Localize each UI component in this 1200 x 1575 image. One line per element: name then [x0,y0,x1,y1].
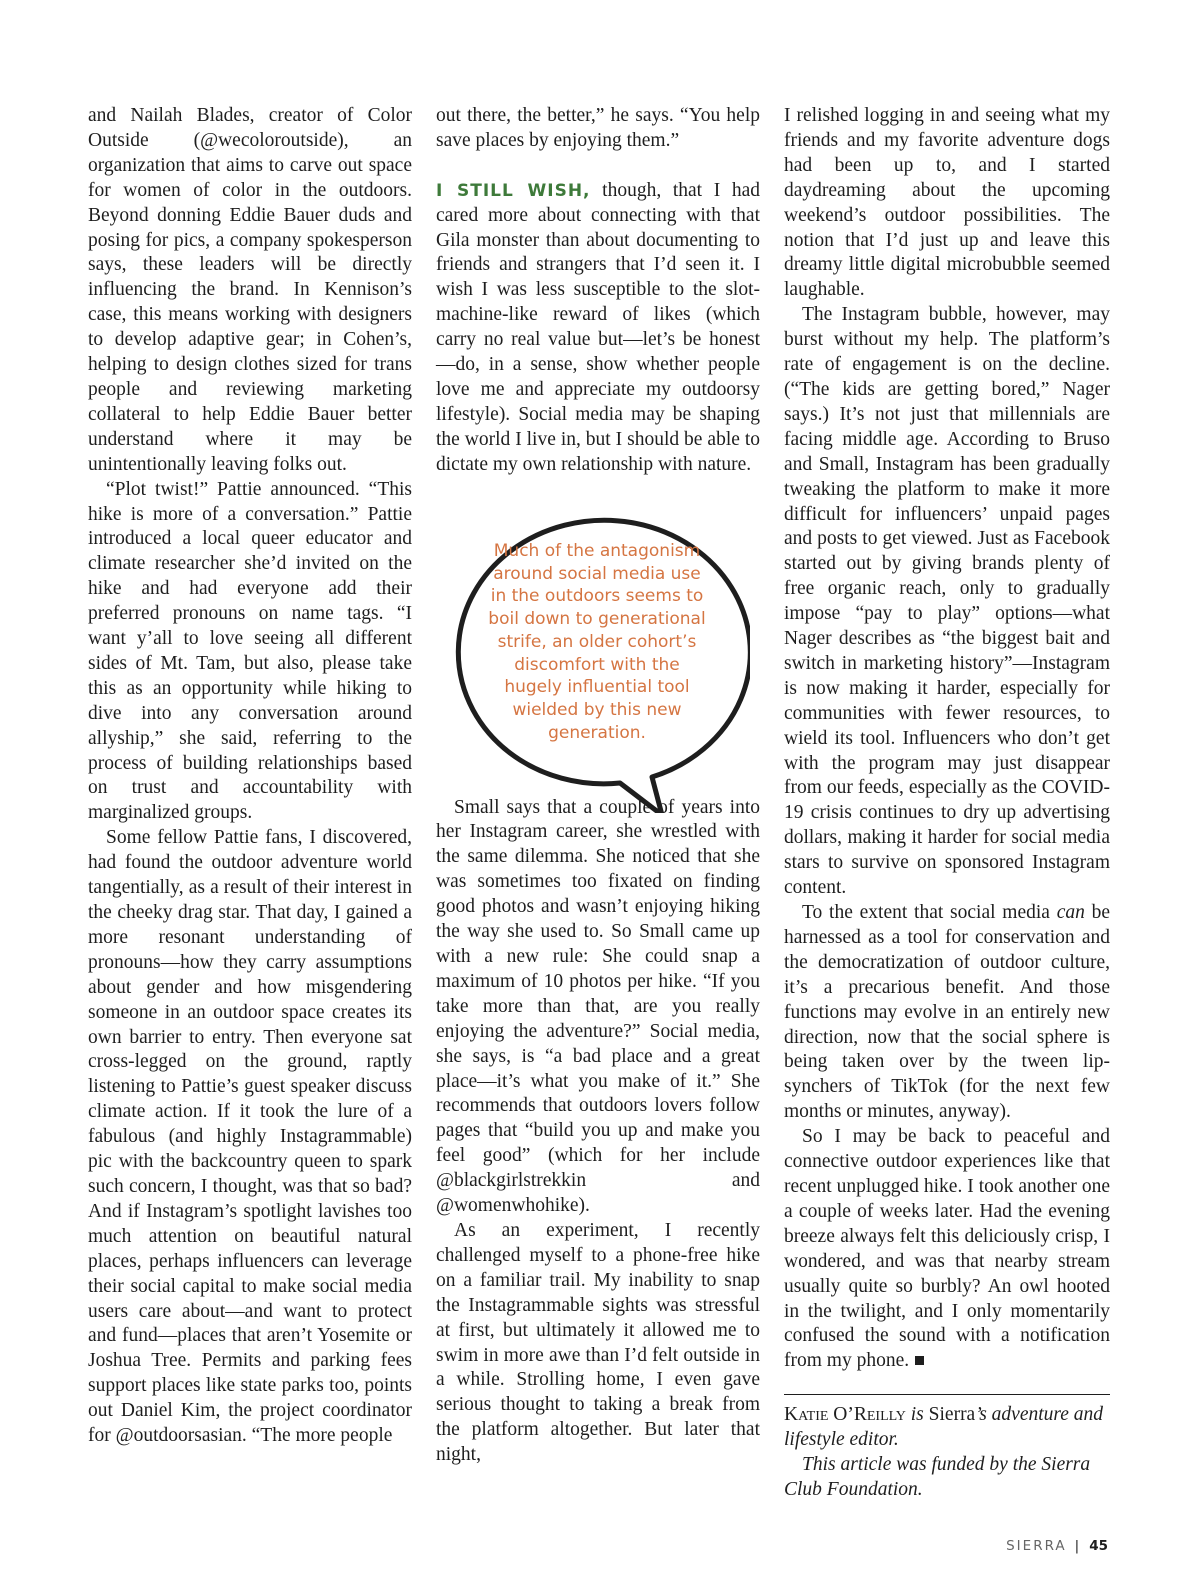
emphasis: can [1056,902,1085,923]
end-mark-icon [915,1356,924,1365]
body-paragraph: I relished logging in and seeing what my friends and my favorite adventure dogs had been up to, and I started daydreaming about the upcoming weekend’s outdoor possibilities. The notion that I’d just up and leave this dreamy little digital microbubble seemed laughable. [784,105,1110,301]
pull-quote-text: Much of the antagonism around social media use in the outdoors seems to boil down to generational strife, an older cohort’s discomfort with the hugely influential tool wielded by this new generation. [488,541,706,743]
body-paragraph: Some fellow Pattie fans, I discovered, had found the outdoor adventure world tangentially, as a result of their interest in the cheeky drag star. That day, I gained a more resonant understanding of pronouns—how they carry assumptions about gender and how misgendering someone in an outdoor space creates its own barrier to entry. Then everyone sat cross-legged on the ground, raptly listening to Pattie’s guest speaker discuss climate action. If it took the lure of a fabulous (and highly Instagrammable) pic with the backcountry queen to spark such concern, I thought, was that so bad? And if Instagram’s spotlight lavishes too much attention on beautiful natural places, perhaps influencers can leverage their social capital to make social media users care about—and want to protect and fund—places that aren’t Yosemite or Joshua Tree. Permits and parking fees support places like state parks too, points out Daniel Kim, the project coordinator for @outdoorsasian. “The more people [88,827,412,1447]
section-lead-in: I STILL WISH, [436,180,591,201]
body-paragraph: Small says that a couple of years into her Instagram career, she wrestled with the same dilemma. She noticed that she was sometimes too fixated on finding good photos and wasn’t enjoying hiking the way she used to. So Small came up with a new rule: She could snap a maximum of 10 photos per hike. “If you take more than that, are you really enjoying the adventure?” Social media, she says, is “a bad place and a great place—it’s what you make of it.” She recommends that outdoors lovers follow pages that “build you up and make you feel good” (which for her include @blackgirlstrekkin and @womenwhohike). [436,796,760,1217]
body-paragraph: So I may be back to peaceful and connective outdoor experiences like that recent unplugged hike. I took another one a couple of weeks later. Had the evening breeze always felt this deliciously crisp, I wondered, and was that nearby stream usually quite so burbly? An owl hooted in the twilight, and I only momentarily confused the sound with a notification from my phone. [784,1126,1110,1372]
funding-note: This article was funded by the Sierra Club Foundation. [784,1454,1091,1500]
magazine-name: SIERRA [1006,1538,1067,1554]
author-bio: Katie O’Reilly is Sierra’s adventure and lifestyle editor. [784,1404,1104,1451]
divider [784,1394,1110,1395]
body-paragraph: The Instagram bubble, however, may burst without my help. The platform’s rate of engagement is on the decline. (“The kids are getting bored,” Nager says.) It’s not just that millennials are facing middle age. According to Bruso and Small, Instagram has been gradually tweaking the platform to make it more difficult for influencers’ unpaid pages and posts to get viewed. Just as Facebook started out by giving brands plenty of free organic reach, only to gradually impose “pay to play” options—what Nager describes as “the biggest bait and switch in marketing history”—Instagram is now making it harder, especially for communities with fewer resources, to wield its tool. Influencers who don’t get with the program may just disappear from our feeds, especially as the COVID-19 crisis continues to dry up advertising dollars, making it harder for social media stars to survive on sponsored Instagram content. [784,304,1110,899]
author-name: Katie O’Reilly [784,1404,906,1426]
article-column-3 [784,104,1110,1503]
page-footer [1006,1538,1108,1554]
body-paragraph: “Plot twist!” Pattie announced. “This hike is more of a conversation.” Pattie introduced a local queer educator and climate researcher she’d invited on the hike and had everyone add their preferred pronouns on name tags. “I want y’all to love seeing all different sides of Mt. Tam, but also, please take this as an opportunity while hiking to dive into any conversation around allyship,” she said, referring to the process of building relationships based on trust and accountability with marginalized groups. [88,478,412,824]
footer-separator: | [1074,1538,1082,1554]
publication-name: Sierra [928,1404,976,1426]
section-paragraph [436,179,760,478]
body-paragraph: As an experiment, I recently challenged myself to a phone-free hike on a familiar trail. My inability to snap the Instagrammable sights was stressful at first, but ultimately it allowed me to swim in more awe than I’d felt outside in a while. Strolling home, I even gave serious thought to taking a break from the platform altogether. But later that night, [436,1219,760,1466]
section-paragraph-text: though, that I had cared more about connecting with that Gila monster than about documenting to friends and strangers that I’d seen it. I wish I was less susceptible to the slot-machine-like reward of likes (which carry no real value but—let’s be honest—do, in a sense, show whether people love me and appreciate my outdoorsy lifestyle). Social media may be shaping the world I live in, but I should be able to dictate my own relationship with nature. [436,179,761,475]
article-column-1 [88,104,412,1449]
page-number: 45 [1089,1538,1108,1554]
body-paragraph: out there, the better,” he says. “You help save places by enjoying them.” [436,105,760,151]
body-paragraph: To the extent that social media can be harnessed as a tool for conservation and the democratization of outdoor culture, it’s a precarious benefit. And those functions may evolve in an entirely new direction, now that the social sphere is being taken over by the tween lip-synchers of TikTok (for the next few months or minutes, anyway). [784,902,1111,1123]
body-paragraph: and Nailah Blades, creator of Color Outside (@wecoloroutside), an organization that aims to carve out space for women of color in the outdoors. Beyond donning Eddie Bauer duds and posing for pics, a company spokesperson says, these leaders will be directly influencing the brand. In Kennison’s case, this means working with designers to develop adaptive gear; in Cohen’s, helping to design clothes sized for trans people and reviewing marketing collateral to help Eddie Bauer better understand where it may be unintentionally leaving folks out. [88,105,412,475]
